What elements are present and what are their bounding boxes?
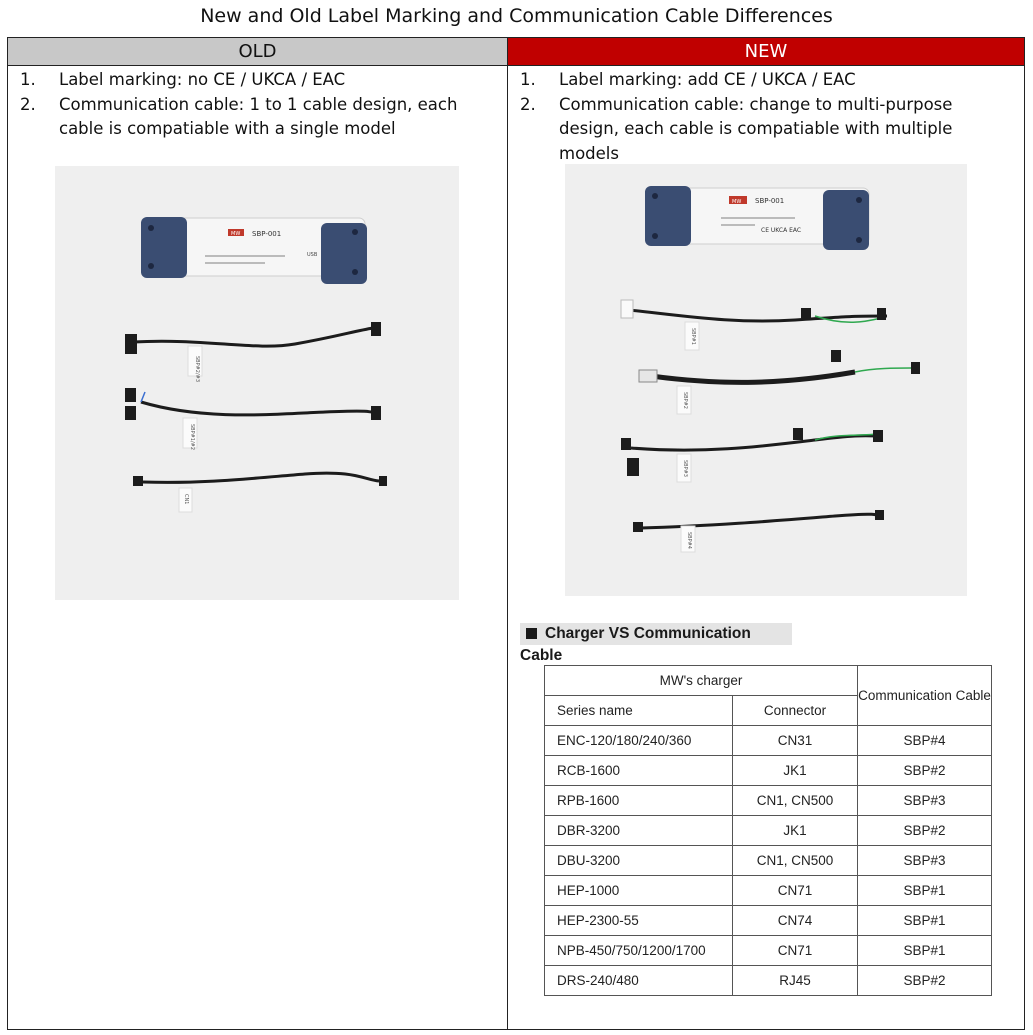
cable-cell: SBP#3 <box>858 846 992 876</box>
new-column-header: NEW <box>508 38 1024 66</box>
connector-cell: JK1 <box>733 816 858 846</box>
old-item-text: Label marking: no CE / UKCA / EAC <box>59 70 346 89</box>
old-item-2 <box>20 93 500 142</box>
table-header-series: Series name <box>545 696 733 726</box>
connector-cell: JK1 <box>733 756 858 786</box>
new-item-number: 1. <box>520 70 536 89</box>
cable-cell: SBP#2 <box>858 756 992 786</box>
series-cell: RPB-1600 <box>545 786 733 816</box>
cable-cell: SBP#3 <box>858 786 992 816</box>
table-row <box>545 936 992 966</box>
old-item-number: 2. <box>20 94 36 114</box>
table-row <box>545 756 992 786</box>
connector-cell: RJ45 <box>733 966 858 996</box>
new-item-1 <box>520 68 1016 93</box>
new-item-number: 2. <box>520 94 536 114</box>
table-row <box>545 786 992 816</box>
table-row <box>545 876 992 906</box>
series-cell: HEP-2300-55 <box>545 906 733 936</box>
connector-cell: CN71 <box>733 876 858 906</box>
page-title: New and Old Label Marking and Communication Cable Differences <box>200 5 833 27</box>
table-header-connector: Connector <box>733 696 858 726</box>
old-cable-3-label: CN1 <box>183 494 189 505</box>
cable-cell: SBP#1 <box>858 936 992 966</box>
old-cable-2-label: SBP#1/#2 <box>189 424 195 451</box>
old-items-list <box>20 68 500 142</box>
new-item-text: Communication cable: change to multi-purpose design, each cable is compatiable with multiple models <box>559 94 953 163</box>
old-device <box>141 217 367 284</box>
old-product-photo <box>55 166 459 600</box>
new-cable-3-label: SBP#3 <box>682 460 688 477</box>
connector-cell: CN74 <box>733 906 858 936</box>
connector-cell: CN1, CN500 <box>733 846 858 876</box>
new-device-brand: MW <box>732 199 742 205</box>
old-device-usb: USB <box>307 252 318 258</box>
old-column-header: OLD <box>8 38 507 66</box>
new-cable-4-label: SBP#4 <box>686 532 692 549</box>
new-cable-2-label: SBP#2 <box>682 392 688 409</box>
old-cable-3 <box>133 473 387 512</box>
table-row <box>545 966 992 996</box>
series-cell: HEP-1000 <box>545 876 733 906</box>
cable-cell: SBP#1 <box>858 906 992 936</box>
new-device-marks: CE UKCA EAC <box>761 227 802 234</box>
old-device-model: SBP-001 <box>252 230 282 238</box>
new-item-text: Label marking: add CE / UKCA / EAC <box>559 70 856 89</box>
charger-cable-table <box>544 665 992 996</box>
new-product-photo <box>565 164 967 596</box>
square-bullet-icon <box>526 628 537 639</box>
table-row <box>545 726 992 756</box>
table-row <box>545 906 992 936</box>
old-cable-2 <box>125 388 381 450</box>
new-cable-4 <box>633 510 884 552</box>
table-row <box>545 816 992 846</box>
column-divider <box>507 37 508 1030</box>
old-item-number: 1. <box>20 70 36 89</box>
old-item-text: Communication cable: 1 to 1 cable design, each cable is compatiable with a single model <box>59 94 458 138</box>
series-cell: DBR-3200 <box>545 816 733 846</box>
new-device-model: SBP-001 <box>755 197 785 205</box>
new-cable-2 <box>639 350 920 414</box>
connector-cell: CN31 <box>733 726 858 756</box>
cable-cell: SBP#1 <box>858 876 992 906</box>
new-cable-1 <box>621 300 887 350</box>
old-item-1 <box>20 68 500 93</box>
new-cable-1-label: SBP#1 <box>690 328 696 345</box>
series-cell: RCB-1600 <box>545 756 733 786</box>
charger-vs-cable-title <box>520 623 792 664</box>
table-row <box>545 846 992 876</box>
table-body <box>545 726 992 996</box>
new-device <box>645 186 869 250</box>
series-cell: ENC-120/180/240/360 <box>545 726 733 756</box>
series-cell: DBU-3200 <box>545 846 733 876</box>
connector-cell: CN1, CN500 <box>733 786 858 816</box>
table-group-header: MW's charger <box>545 666 858 696</box>
table-header-cable: Communication Cable <box>858 666 992 726</box>
section-title-text: Charger VS Communication Cable <box>520 625 751 664</box>
connector-cell: CN71 <box>733 936 858 966</box>
old-cable-1-label: SBP#2/#3 <box>194 356 200 383</box>
cable-cell: SBP#2 <box>858 816 992 846</box>
cable-cell: SBP#2 <box>858 966 992 996</box>
old-device-brand: MW <box>231 231 241 237</box>
old-cable-1 <box>125 322 381 382</box>
new-cable-3 <box>621 428 883 482</box>
series-cell: DRS-240/480 <box>545 966 733 996</box>
series-cell: NPB-450/750/1200/1700 <box>545 936 733 966</box>
cable-cell: SBP#4 <box>858 726 992 756</box>
